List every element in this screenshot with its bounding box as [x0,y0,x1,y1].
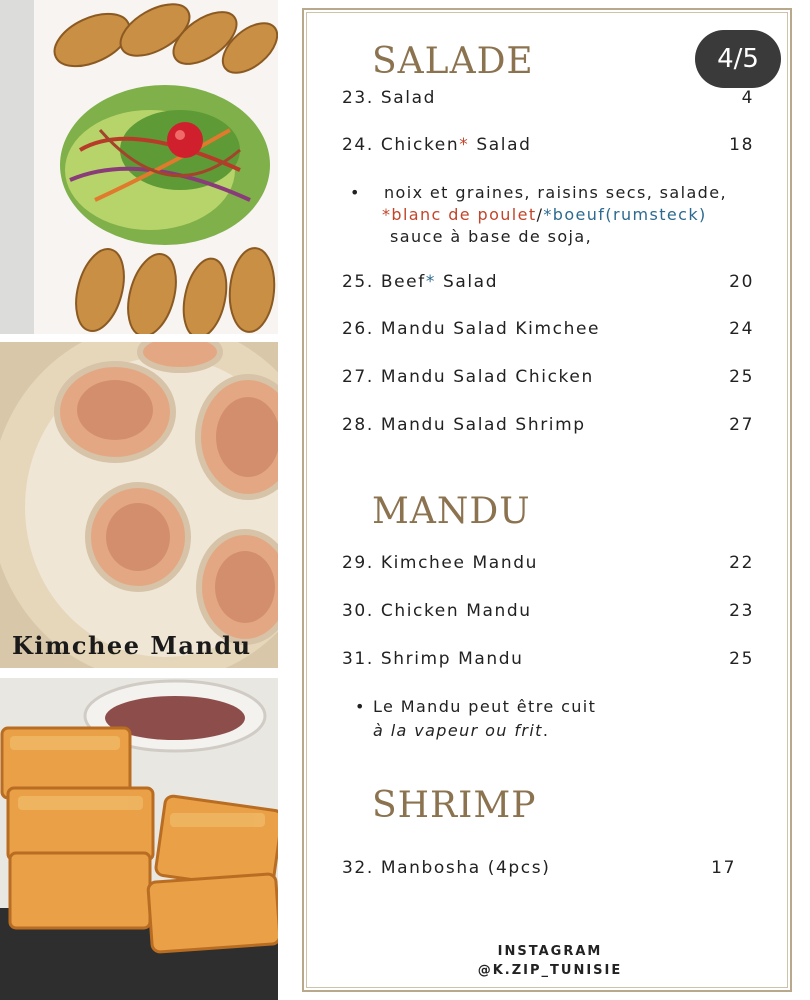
menu-item-29 [342,553,754,573]
item-number: 31. [342,649,374,669]
item-number: 23. [342,88,374,108]
menu-item-32 [342,858,736,878]
salad-description-line1: noix et graines, raisins secs, salade, [384,183,727,202]
menu-item-27 [342,367,754,387]
item-number: 30. [342,601,374,621]
menu-item-23 [342,88,754,108]
item-number: 24. [342,135,374,155]
item-number: 32. [342,858,374,878]
item-name: Mandu Salad Chicken [380,367,594,387]
instagram-handle[interactable]: @K.ZIP_TUNISIE [477,963,623,978]
item-name: Kimchee Mandu [380,553,538,573]
item-price: 17 [711,858,736,878]
item-name: Chicken Mandu [380,601,532,621]
item-number: 26. [342,319,374,339]
item-price: 4 [741,88,754,108]
item-star: * [459,135,470,155]
item-number: 27. [342,367,374,387]
item-number: 25. [342,272,374,292]
item-price: 22 [729,553,754,573]
item-price: 20 [729,272,754,292]
menu-item-30 [342,601,754,621]
menu-item-28 [342,415,754,435]
item-name: Manbosha (4pcs) [380,858,551,878]
section-title-shrimp: SHRIMP [372,785,537,826]
salad-dumplings-photo [0,0,278,334]
item-price: 18 [729,135,754,155]
section-title-salade: SALADE [372,41,534,82]
kimchee-mandu-photo [0,342,278,668]
item-name: Chicken [380,135,460,155]
mandu-note-line2 [373,721,549,741]
page-indicator: 4/5 [695,30,781,88]
item-price: 25 [729,367,754,387]
mandu-note-period: . [542,721,550,740]
item-name: Mandu Salad Kimchee [380,319,601,339]
item-price: 25 [729,649,754,669]
salad-description-separator: / [536,205,544,224]
item-name: Salad [380,88,436,108]
section-title-mandu: MANDU [372,491,531,532]
menu-item-31 [342,649,754,669]
item-number: 29. [342,553,374,573]
salad-description-chicken: *blanc de poulet [382,205,537,224]
salad-description-line2 [382,205,707,225]
bullet-dot: • [350,183,360,202]
item-name: Shrimp Mandu [380,649,524,669]
item-name: Beef [380,272,426,292]
item-price: 23 [729,601,754,621]
item-price: 24 [729,319,754,339]
salad-description-line3: sauce à base de soja, [390,227,593,246]
bullet-dot: • [355,697,365,716]
menu-item-25 [342,272,754,292]
mandu-note-line1: Le Mandu peut être cuit [373,697,597,716]
menu-item-24 [342,135,754,155]
item-name: Mandu Salad Shrimp [380,415,586,435]
item-price: 27 [729,415,754,435]
item-number: 28. [342,415,374,435]
mandu-note-italic: à la vapeur ou frit [373,721,543,740]
shrimp-toast-photo [0,678,278,1000]
menu-item-26 [342,319,754,339]
instagram-label: INSTAGRAM [497,944,603,959]
item-star: * [425,272,436,292]
salad-description-beef: *boeuf(rumsteck) [543,205,707,224]
item-name-suffix: Salad [476,135,532,155]
item-name-suffix: Salad [442,272,499,292]
kimchee-caption: Kimchee Mandu [12,631,252,660]
